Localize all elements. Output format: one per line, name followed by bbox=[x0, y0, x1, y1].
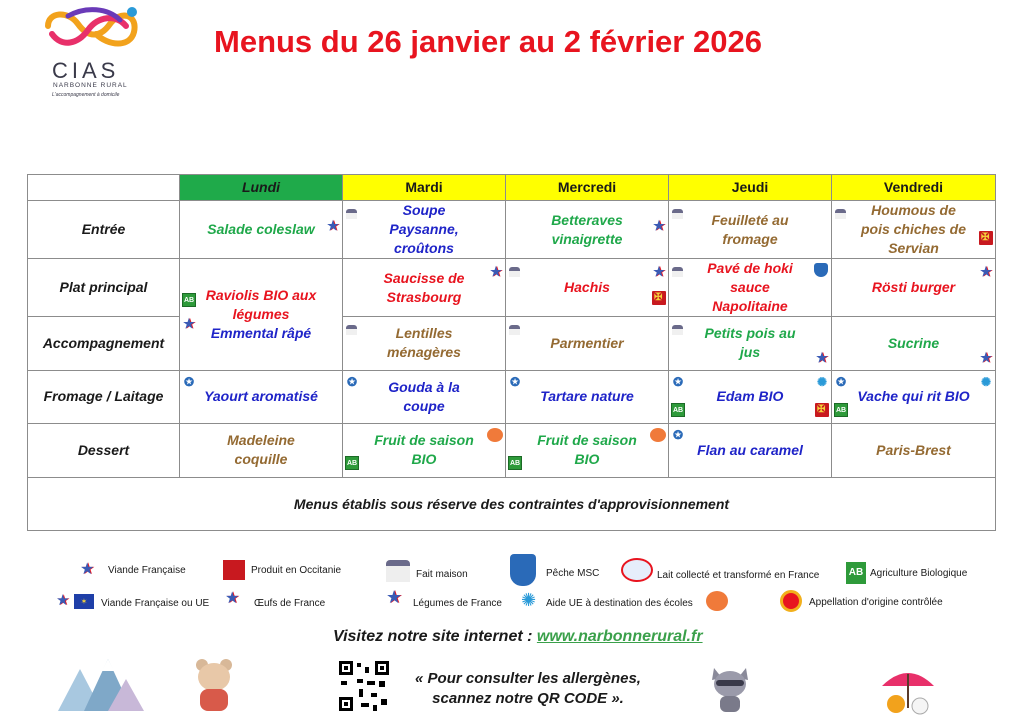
supply-note: Menus établis sous réserve des contraintes d'approvisionnement bbox=[28, 477, 996, 531]
viande-francaise-icon: ★ bbox=[980, 264, 992, 279]
legend-aoc: Appellation d'origine contrôlée bbox=[809, 597, 943, 608]
lait-france-icon: ✪ bbox=[183, 374, 195, 389]
menu-row-accompagnement bbox=[28, 317, 996, 371]
menu-row-fromage bbox=[28, 370, 996, 424]
menu-cell bbox=[832, 424, 996, 478]
legumes-france-icon: ★ bbox=[980, 350, 992, 365]
legumes-france-icon: ★ bbox=[386, 587, 403, 607]
legend-peche-msc: Pêche MSC bbox=[546, 568, 600, 579]
fait-maison-icon bbox=[509, 325, 520, 335]
dish-name: Rösti burger bbox=[871, 279, 956, 295]
dish-name: Madeleine coquille bbox=[227, 432, 295, 468]
menu-cell bbox=[669, 317, 832, 371]
menu-row-plat bbox=[28, 259, 996, 317]
dish-name: Sucrine bbox=[887, 334, 940, 351]
fait-maison-icon bbox=[509, 267, 520, 277]
bio-icon: AB bbox=[182, 293, 196, 307]
dish-name: Edam BIO bbox=[716, 388, 784, 405]
lait-france-icon: ✪ bbox=[509, 374, 521, 389]
aide-ue-icon: ✺ bbox=[980, 374, 992, 389]
dish-name: Flan au caramel bbox=[697, 441, 803, 458]
legumes-france-icon: ★ bbox=[816, 350, 828, 365]
menu-cell bbox=[343, 201, 506, 259]
row-label-plat: Plat principal bbox=[28, 259, 180, 317]
dish-name: Feuilleté au fromage bbox=[711, 211, 789, 247]
occitanie-icon bbox=[979, 231, 993, 245]
menu-cell bbox=[832, 259, 996, 317]
bio-icon: AB bbox=[508, 456, 522, 470]
row-label-accompagnement: Accompagnement bbox=[28, 317, 180, 371]
cat-umbrella-illustration bbox=[872, 664, 944, 718]
dish-name: Paris-Brest bbox=[876, 441, 951, 458]
menu-header-row bbox=[28, 175, 996, 201]
occitanie-icon bbox=[223, 560, 245, 580]
viande-francaise-icon: ★ bbox=[183, 316, 195, 331]
menu-note-row bbox=[28, 477, 996, 531]
menu-cell bbox=[832, 201, 996, 259]
dish-name: Saucisse de Strasbourg bbox=[383, 269, 465, 305]
occitanie-icon bbox=[815, 403, 829, 417]
winter-mountains-illustration bbox=[58, 655, 144, 711]
menu-row-dessert bbox=[28, 424, 996, 478]
aide-ue-icon: ✺ bbox=[521, 590, 537, 610]
menu-cell bbox=[669, 201, 832, 259]
fruit-ecole-icon bbox=[706, 591, 728, 611]
menu-cell bbox=[506, 201, 669, 259]
menu-cell bbox=[506, 259, 669, 317]
dish-name: Parmentier bbox=[550, 334, 624, 351]
page-title: Menus du 26 janvier au 2 février 2026 bbox=[214, 24, 762, 59]
menu-cell bbox=[180, 201, 343, 259]
bio-icon: AB bbox=[671, 403, 685, 417]
dish-name: Gouda à la coupe bbox=[388, 378, 460, 414]
day-header-vendredi: Vendredi bbox=[832, 175, 996, 201]
menu-cell bbox=[180, 259, 343, 371]
day-header-mardi: Mardi bbox=[343, 175, 506, 201]
lait-france-icon: ✪ bbox=[672, 428, 684, 443]
menu-cell bbox=[180, 424, 343, 478]
menu-cell bbox=[506, 370, 669, 424]
occitanie-icon bbox=[652, 291, 666, 305]
fait-maison-icon bbox=[386, 560, 410, 582]
dish-name: Raviolis BIO aux légumes bbox=[205, 286, 317, 322]
menu-cell bbox=[832, 370, 996, 424]
legend-aide-ue: Aide UE à destination des écoles bbox=[546, 598, 693, 609]
dish-name: Fruit de saison BIO bbox=[537, 432, 637, 468]
aide-ue-icon: ✺ bbox=[816, 374, 828, 389]
menu-table bbox=[27, 174, 996, 531]
lait-france-icon: ✪ bbox=[835, 374, 847, 389]
peche-msc-icon bbox=[510, 554, 536, 586]
dish-name: Betteraves vinaigrette bbox=[551, 211, 623, 247]
legend-bio: Agriculture Biologique bbox=[870, 568, 968, 579]
menu-cell bbox=[669, 370, 832, 424]
menu-cell bbox=[506, 317, 669, 371]
menu-cell bbox=[669, 424, 832, 478]
lait-france-icon: ✪ bbox=[346, 374, 358, 389]
menu-cell bbox=[180, 370, 343, 424]
dish-name: Salade coleslaw bbox=[207, 221, 315, 237]
bear-illustration bbox=[190, 655, 238, 713]
legumes-france-icon: ★ bbox=[327, 218, 339, 233]
day-header-jeudi: Jeudi bbox=[669, 175, 832, 201]
fait-maison-icon bbox=[346, 325, 357, 335]
fait-maison-icon bbox=[346, 209, 357, 219]
oeufs-france-icon: ★ bbox=[225, 590, 240, 607]
corner-cell bbox=[28, 175, 180, 201]
dish-name: Emmental râpé bbox=[210, 324, 312, 341]
legend-viande-ue: Viande Française ou UE bbox=[101, 598, 210, 609]
viande-francaise-icon: ★ bbox=[80, 561, 95, 578]
lait-france-icon bbox=[621, 558, 653, 582]
legend-lait: Lait collecté et transformé en France bbox=[657, 570, 820, 581]
dish-name: Petits pois au jus bbox=[704, 325, 796, 361]
row-label-fromage: Fromage / Laitage bbox=[28, 370, 180, 424]
viande-francaise-icon: ★ bbox=[490, 264, 502, 279]
bio-icon: AB bbox=[345, 456, 359, 470]
dish-name: Yaourt aromatisé bbox=[204, 388, 318, 405]
bio-icon: AB bbox=[834, 403, 848, 417]
viande-francaise-icon: ★ bbox=[653, 264, 665, 279]
peche-msc-icon bbox=[814, 263, 828, 277]
legend-occitanie: Produit en Occitanie bbox=[251, 565, 342, 576]
dish-name: Tartare nature bbox=[540, 388, 634, 405]
menu-row-entree bbox=[28, 201, 996, 259]
fait-maison-icon bbox=[672, 267, 683, 277]
allergen-note: « Pour consulter les allergènes, scannez notre QR CODE ». bbox=[415, 670, 641, 707]
aoc-icon bbox=[780, 590, 802, 612]
qr-code[interactable] bbox=[337, 659, 391, 713]
row-label-dessert: Dessert bbox=[28, 424, 180, 478]
menu-cell bbox=[343, 317, 506, 371]
dish-name: Fruit de saison BIO bbox=[374, 432, 474, 468]
dish-name: Vache qui rit BIO bbox=[857, 388, 970, 405]
fruit-ecole-icon bbox=[487, 428, 503, 442]
menu-cell bbox=[343, 424, 506, 478]
fait-maison-icon bbox=[835, 209, 846, 219]
eu-flag-icon: ✶ bbox=[74, 594, 94, 609]
fruit-ecole-icon bbox=[650, 428, 666, 442]
raccoon-illustration bbox=[708, 660, 752, 712]
menu-cell bbox=[832, 317, 996, 371]
dish-name: Houmous de pois chiches de Servian bbox=[860, 202, 967, 256]
day-header-lundi: Lundi bbox=[180, 175, 343, 201]
dish-name: Soupe Paysanne, croûtons bbox=[389, 202, 459, 256]
menu-cell bbox=[343, 259, 506, 317]
menu-cell bbox=[343, 370, 506, 424]
website-line bbox=[333, 628, 703, 646]
legend-viande-francaise: Viande Française bbox=[108, 565, 186, 576]
logo-subtitle: NARBONNE RURAL bbox=[53, 82, 128, 89]
legend-legumes: Légumes de France bbox=[413, 598, 502, 609]
menu-cell bbox=[669, 259, 832, 317]
dish-name: Pavé de hoki sauce Napolitaine bbox=[707, 260, 793, 314]
row-label-entree: Entrée bbox=[28, 201, 180, 259]
dish-name: Lentilles ménagères bbox=[387, 325, 461, 361]
fait-maison-icon bbox=[672, 209, 683, 219]
menu-cell bbox=[506, 424, 669, 478]
lait-france-icon: ✪ bbox=[672, 374, 684, 389]
logo-tagline: L'accompagnement à domicile bbox=[52, 92, 120, 98]
legumes-france-icon: ★ bbox=[653, 218, 665, 233]
website-label: Visitez notre site internet : bbox=[333, 628, 533, 645]
bio-icon: AB bbox=[846, 562, 866, 584]
legend-fait-maison: Fait maison bbox=[416, 569, 468, 580]
legend-oeufs: Œufs de France bbox=[254, 598, 326, 609]
logo-text: CIAS bbox=[52, 58, 120, 83]
fait-maison-icon bbox=[672, 325, 683, 335]
day-header-mercredi: Mercredi bbox=[506, 175, 669, 201]
website-link[interactable]: www.narbonnerural.fr bbox=[536, 628, 703, 645]
dish-name: Hachis bbox=[564, 279, 610, 295]
viande-ue-icon: ★ bbox=[56, 592, 70, 609]
